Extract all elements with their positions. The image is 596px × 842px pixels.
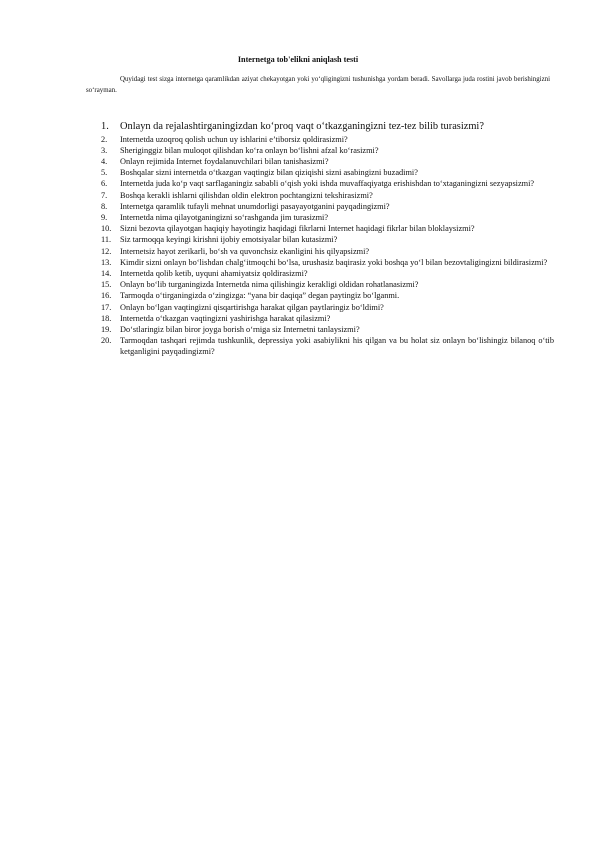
question-text: Onlayn rejimida Internet foydalanuvchilari bilan tanishasizmi?	[120, 157, 329, 166]
question-item	[86, 223, 554, 234]
question-item	[86, 246, 554, 257]
question-item	[86, 290, 554, 301]
question-text: Internetda qolib ketib, uyquni ahamiyatsiz qoldirasizmi?	[120, 269, 308, 279]
question-item	[86, 178, 554, 189]
question-text: Onlayn bo‘lgan vaqtingizni qisqartirishga harakat qilgan paytlaringiz bo‘ldimi?	[120, 302, 384, 312]
question-item	[86, 145, 554, 156]
question-text: Internetda juda ko‘p vaqt sarflaganingiz sababli o‘qish yoki ishda muvaffaqiyatga erishishdan to‘xtaganingizni sezyapsizmi?	[120, 179, 535, 189]
question-text: Internetsiz hayot zerikarli, bo‘sh va quvonchsiz ekanligini his qilyapsizmi?	[120, 246, 370, 256]
question-number: 2.	[101, 134, 108, 144]
question-number: 20.	[101, 336, 112, 346]
question-item	[86, 201, 554, 212]
question-text: Kimdir sizni onlayn bo‘lishdan chalg‘itmoqchi bo‘lsa, urushasiz baqirasiz yoki boshqa yo‘l bilan bezovtaligingizni bildirasizmi?	[120, 257, 548, 267]
question-text: Siz tarmoqqa keyingi kirishni ijobiy emotsiyalar bilan kutasizmi?	[120, 235, 338, 245]
question-list	[86, 120, 554, 358]
question-text: Internetda nima qilayotganingizni so‘rashganda jim turasizmi?	[120, 213, 329, 223]
question-item	[86, 302, 554, 313]
question-item	[86, 257, 554, 268]
question-number: 18.	[101, 313, 112, 323]
question-item	[86, 212, 554, 223]
question-number: 7.	[101, 190, 108, 200]
question-item	[86, 279, 554, 290]
question-item	[86, 335, 554, 357]
question-item	[86, 120, 554, 134]
question-text: Sheriginggiz bilan muloqot qilishdan ko‘ra onlayn bo‘lishni afzal ko‘rasizmi?	[120, 145, 379, 155]
question-text: Onlayn da rejalashtirganingizdan ko‘proq vaqt o‘tkazganingizni tez-tez bilib turasizmi?	[120, 121, 484, 132]
question-number: 11.	[101, 235, 112, 245]
question-number: 17.	[101, 302, 112, 312]
question-text: Tarmoqdan tashqari rejimda tushkunlik, depressiya yoki asabiylikni his qilgan va bu holat siz onlayn bo‘lishingiz bilanoq o‘tib ketganligini payqadingizmi?	[120, 336, 554, 357]
question-number: 10.	[101, 224, 112, 234]
question-text: Boshqa kerakli ishlarni qilishdan oldin elektron pochtangizni tekshirasizmi?	[120, 190, 373, 200]
question-text: Internetda uzoqroq qolish uchun uy ishlarini e’tiborsiz qoldirasizmi?	[120, 134, 348, 144]
question-number: 3.	[101, 145, 108, 155]
question-item	[86, 268, 554, 279]
question-text: Onlayn bo‘lib turganingizda Internetda nima qilishingiz kerakligi oldidan rohatlanasizmi?	[120, 280, 419, 290]
question-number: 4.	[101, 157, 108, 166]
question-item	[86, 167, 554, 178]
question-text: Sizni bezovta qilayotgan haqiqiy hayotingiz haqidagi fikrlarni Internet haqidagi fikrlar bilan bloklaysizmi?	[120, 224, 475, 234]
question-text: Internetda o‘tkazgan vaqtingizni yashirishga harakat qilasizmi?	[120, 313, 331, 323]
question-item	[86, 134, 554, 145]
question-number: 8.	[101, 201, 108, 211]
question-number: 16.	[101, 291, 112, 301]
question-number: 15.	[101, 280, 112, 290]
question-number: 1.	[101, 121, 109, 132]
question-number: 13.	[101, 257, 112, 267]
question-number: 6.	[101, 179, 108, 189]
question-number: 14.	[101, 269, 112, 279]
question-text: Internetga qaramlik tufayli mehnat unumdorligi pasayayotganini payqadingizmi?	[120, 201, 390, 211]
question-item	[86, 313, 554, 324]
question-item	[86, 324, 554, 335]
question-number: 5.	[101, 168, 108, 178]
question-text: Tarmoqda o‘tirganingizda o‘zingizga: “yana bir daqiqa” degan paytingiz bo‘lganmi.	[120, 291, 400, 301]
question-text: Do‘stlaringiz bilan biror joyga borish o‘rniga siz Internetni tanlaysizmi?	[120, 325, 360, 335]
document-title: Internetga tob'elikni aniqlash testi	[237, 55, 359, 64]
question-number: 19.	[101, 325, 112, 335]
question-text: Boshqalar sizni internetda o‘tkazgan vaqtingiz bilan qiziqishi sizni asabingizni buzadimi?	[120, 168, 418, 178]
question-number: 12.	[101, 246, 112, 256]
question-item	[86, 234, 554, 245]
question-item	[86, 190, 554, 201]
question-number: 9.	[101, 213, 108, 223]
question-item	[86, 156, 554, 167]
intro-paragraph: Quyidagi test sizga internetga qaramlikdan aziyat chekayotgan yoki yo‘qligingizni tushunishga yordam beradi. Savollarga juda rostini javob berishingizni so‘rayman.	[86, 76, 550, 94]
